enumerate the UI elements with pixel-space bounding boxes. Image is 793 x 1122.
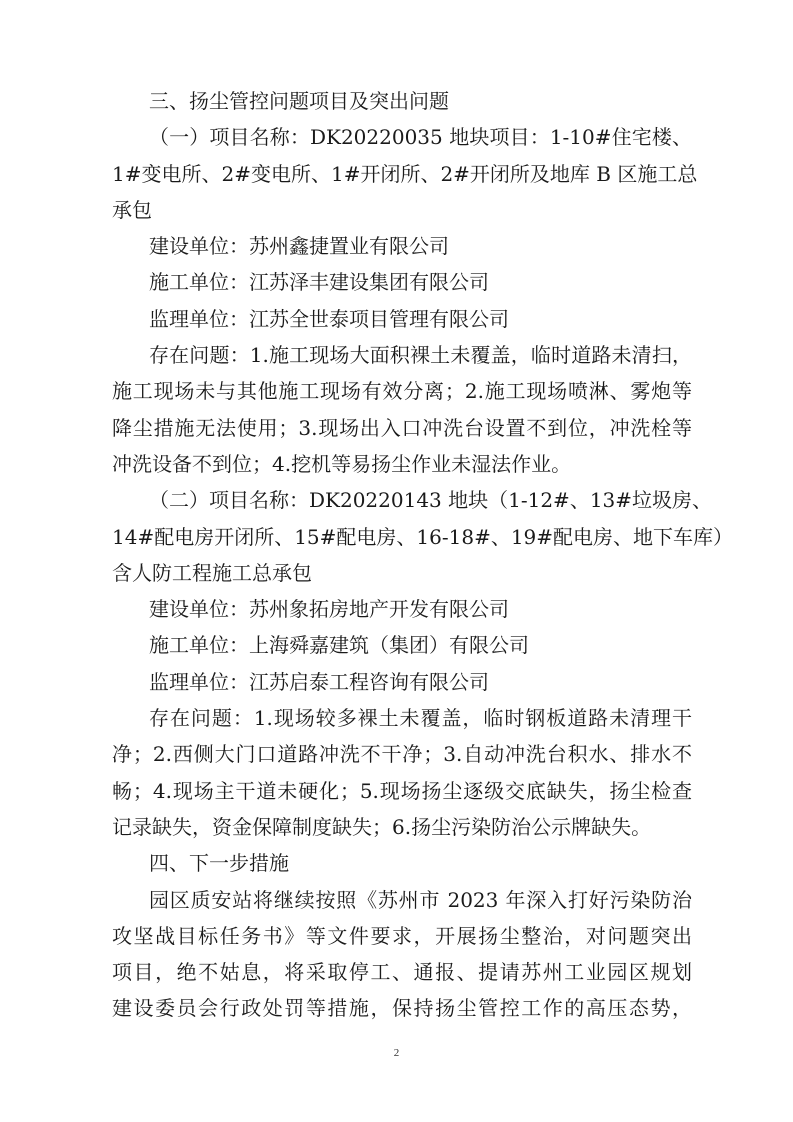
- paragraph-first-line: （一）项目名称：DK20220035 地块项目：1-10#住宅楼、: [149, 125, 692, 150]
- paragraph-line: 1#变电所、2#变电所、1#开闭所、2#开闭所及地库 B 区施工总: [112, 161, 698, 186]
- paragraph-line: 施工现场未与其他施工现场有效分离；2.施工现场喷淋、雾炮等: [112, 379, 692, 404]
- section-heading: 三、扬尘管控问题项目及突出问题: [149, 89, 449, 113]
- document-body: [112, 83, 734, 1027]
- paragraph-line: 畅；4.现场主干道未硬化；5.现场扬尘逐级交底缺失，扬尘检查: [112, 778, 692, 803]
- paragraph-first-line: 存在问题：1.现场较多裸土未覆盖，临时钢板道路未清理干: [149, 706, 692, 731]
- paragraph-line: 项目，绝不姑息，将采取停工、通报、提请苏州工业园区规划: [112, 960, 692, 985]
- paragraph-line: 净；2.西侧大门口道路冲洗不干净；3.自动冲洗台积水、排水不: [112, 742, 692, 767]
- paragraph-line: 降尘措施无法使用；3.现场出入口冲洗台设置不到位，冲洗栓等: [112, 415, 692, 440]
- paragraph-first-line: 存在问题：1.施工现场大面积裸土未覆盖，临时道路未清扫，: [149, 343, 692, 368]
- paragraph-line: 14#配电房开闭所、15#配电房、16-18#、19#配电房、地下车库）: [112, 524, 734, 549]
- info-line: 监理单位：江苏启泰工程咨询有限公司: [149, 669, 489, 694]
- info-line: 建设单位：苏州象拓房地产开发有限公司: [149, 597, 509, 622]
- info-line: 施工单位：江苏泽丰建设集团有限公司: [149, 270, 489, 295]
- paragraph-line: 攻坚战目标任务书》等文件要求，开展扬尘整治，对问题突出: [112, 923, 692, 948]
- paragraph-last-line: 承包: [112, 197, 152, 222]
- paragraph-first-line: （二）项目名称：DK20220143 地块（1-12#、13#垃圾房、: [149, 488, 713, 513]
- info-line: 建设单位：苏州鑫捷置业有限公司: [149, 234, 449, 259]
- page-number: 2: [393, 1047, 400, 1059]
- paragraph-last-line: 记录缺失，资金保障制度缺失；6.扬尘污染防治公示牌缺失。: [112, 814, 652, 839]
- paragraph-last-line: 冲洗设备不到位；4.挖机等易扬尘作业未湿法作业。: [112, 451, 572, 476]
- info-line: 施工单位：上海舜嘉建筑（集团）有限公司: [149, 633, 529, 658]
- paragraph-line: 建设委员会行政处罚等措施，保持扬尘管控工作的高压态势，: [112, 996, 692, 1021]
- paragraph-last-line: 含人防工程施工总承包: [112, 560, 312, 585]
- info-line: 监理单位：江苏全世泰项目管理有限公司: [149, 306, 509, 331]
- paragraph-first-line: 园区质安站将继续按照《苏州市 2023 年深入打好污染防治: [149, 887, 692, 912]
- section-heading: 四、下一步措施: [149, 851, 289, 876]
